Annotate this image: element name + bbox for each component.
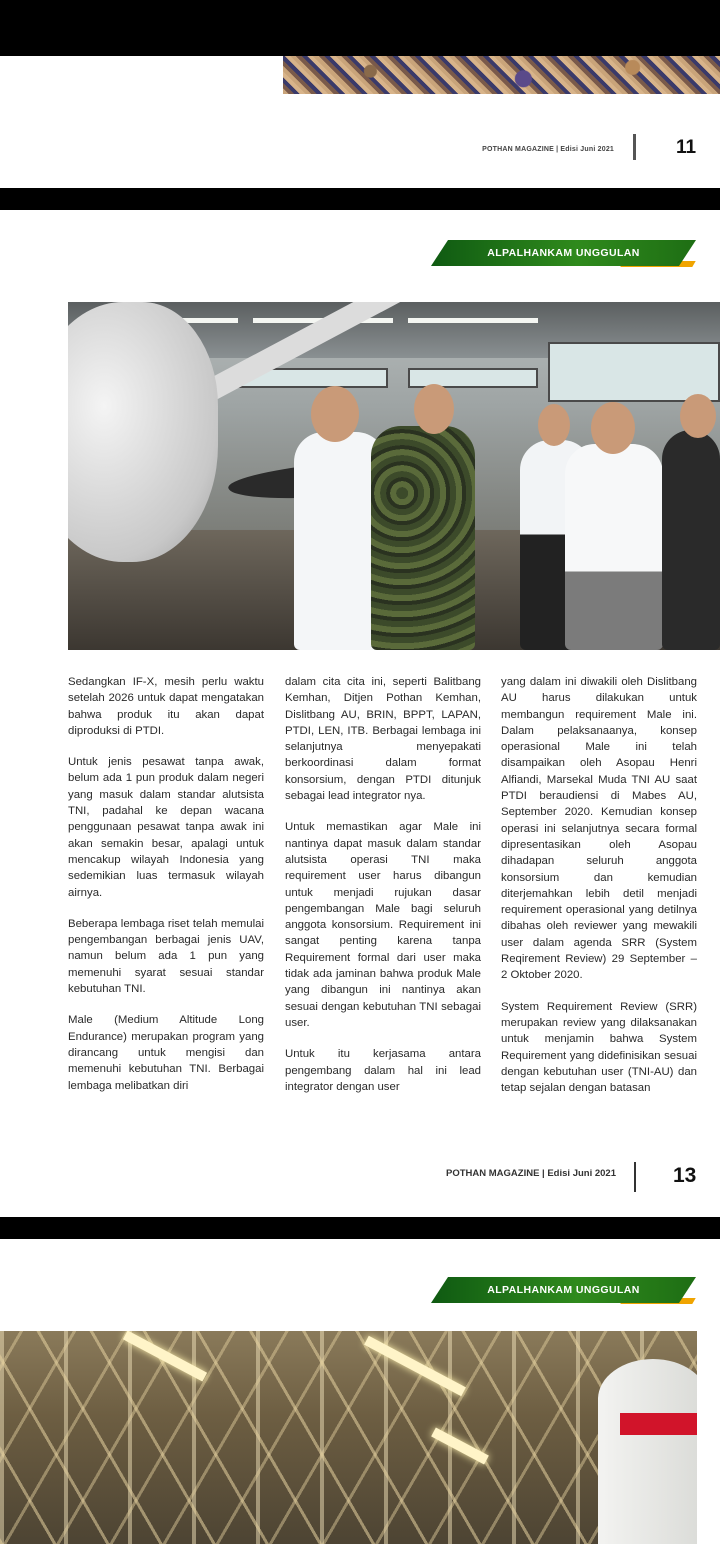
rubric-label: ALPALHANKAM UNGGULAN bbox=[487, 1284, 640, 1296]
article-column-3 bbox=[501, 674, 697, 1111]
page-footer-text: POTHAN MAGAZINE | Edisi Juni 2021 bbox=[446, 1168, 616, 1179]
paragraph: dalam cita cita ini, seperti Balitbang Kemhan, Ditjen Pothan Kemhan, Dislitbang AU, BRIN, BPPT, LAPAN, PTDI, LEN, ITB. Berbagai lembaga ini selanjutnya menyepakati berkoordinasi dalam format konsorsium, dengan PTDI ditunjuk sebagai lead integrator nya. bbox=[285, 676, 481, 803]
page-footer-text: POTHAN MAGAZINE | Edisi Juni 2021 bbox=[482, 146, 614, 153]
page-separator bbox=[0, 1217, 720, 1239]
page-number: 11 bbox=[676, 137, 697, 158]
person-dark-shirt bbox=[662, 430, 720, 650]
article-column-2 bbox=[285, 674, 481, 1110]
male-drone-fuselage bbox=[68, 302, 218, 562]
paragraph: yang dalam ini diwakili oleh Dislitbang AU harus dilakukan untuk membangun requirement Male ini. Dalam pelaksanaanya, konsep operasional Male ini telah disampaikan oleh Asopau Henri Alfiandi, Marsekal Muda TNI AU saat PTDI beraudiensi di Mabes AU, September 2020. Kemudian konsep operasi ini selanjutnya secara formal dipresentasikan oleh Asopau dihadapan seluruh anggota konsorsium dan kemudian diterjemahkan lebih detil menjadi requirement operasional yang detilnya dibahas oleh reviewer yang mewakili user dalam agenda SRR (System Reqirement Review) 29 September – 2 Oktober 2020. bbox=[501, 676, 697, 982]
rubric-label: ALPALHANKAM UNGGULAN bbox=[487, 247, 640, 259]
page-separator bbox=[0, 188, 720, 210]
paragraph: Untuk memastikan agar Male ini nantinya dapat masuk dalam standar alutsista operasi TNI maka requirement user harus dibangun untuk menjadi rujukan dasar pengembangan Male bagi seluruh anggota konsorsium. Requirement ini sangat penting karena tanpa Requirement formal dari user maka tidak ada jaminan bahwa produk Male yang dibangun ini nantinya akan sesuai dengan kebutuhan TNI sebagai user. bbox=[285, 821, 481, 1029]
section-rubric bbox=[431, 1277, 696, 1303]
page-separator bbox=[0, 0, 720, 56]
paragraph: Untuk itu kerjasama antara pengembang dalam hal ini lead integrator dengan user bbox=[285, 1048, 481, 1093]
person-white-shirt bbox=[565, 444, 663, 650]
paragraph: Sedangkan IF-X, mesih perlu waktu setelah 2026 untuk dapat mengatakan bahwa produk itu akan dapat diproduksi di PTDI. bbox=[68, 676, 264, 737]
footer-divider bbox=[634, 1162, 636, 1192]
article-photo-hangar-meeting bbox=[68, 302, 720, 650]
article-photo-hangar-roof bbox=[0, 1331, 697, 1544]
paragraph: Untuk jenis pesawat tanpa awak, belum ada 1 pun produk dalam negeri yang masuk dalam standar alutsista TNI, padahal ke depan wacana penggunaan pesawat tanpa awak ini akan semakin besar, apalagi untuk mencakup wilayah Indonesia yang sedemikian luas termasuk wilayah airnya. bbox=[68, 756, 264, 899]
page-number: 13 bbox=[673, 1164, 697, 1187]
page-13 bbox=[0, 210, 720, 1217]
paragraph: Beberapa lembaga riset telah memulai pengembangan berbagai jenis UAV, namun belum ada 1 pun yang memenuhi syarat sesuai standar kebutuhan TNI. bbox=[68, 917, 264, 996]
section-rubric bbox=[431, 240, 696, 266]
paragraph: System Requirement Review (SRR) merupakan review yang dilaksanakan untuk menjamin bahwa System Requirement yang didefinisikan sesuai dengan kebutuhan user (TNI-AU) dan tetap sejalan dengan batasan bbox=[501, 1000, 697, 1095]
flag-stripe-red bbox=[620, 1413, 697, 1435]
page-11-partial bbox=[0, 56, 720, 188]
article-column-1 bbox=[68, 674, 264, 1109]
rocket-body bbox=[598, 1359, 697, 1544]
person-military-uniform bbox=[371, 426, 475, 650]
paragraph: Male (Medium Altitude Long Endurance) merupakan program yang dirancang untuk mengisi dan memenuhi kebutuhan TNI. Berbagai lembaga melibatkan diri bbox=[68, 1014, 264, 1092]
footer-divider bbox=[633, 134, 636, 160]
next-page-partial bbox=[0, 1239, 720, 1544]
page-11-photo-fragment bbox=[283, 56, 720, 94]
